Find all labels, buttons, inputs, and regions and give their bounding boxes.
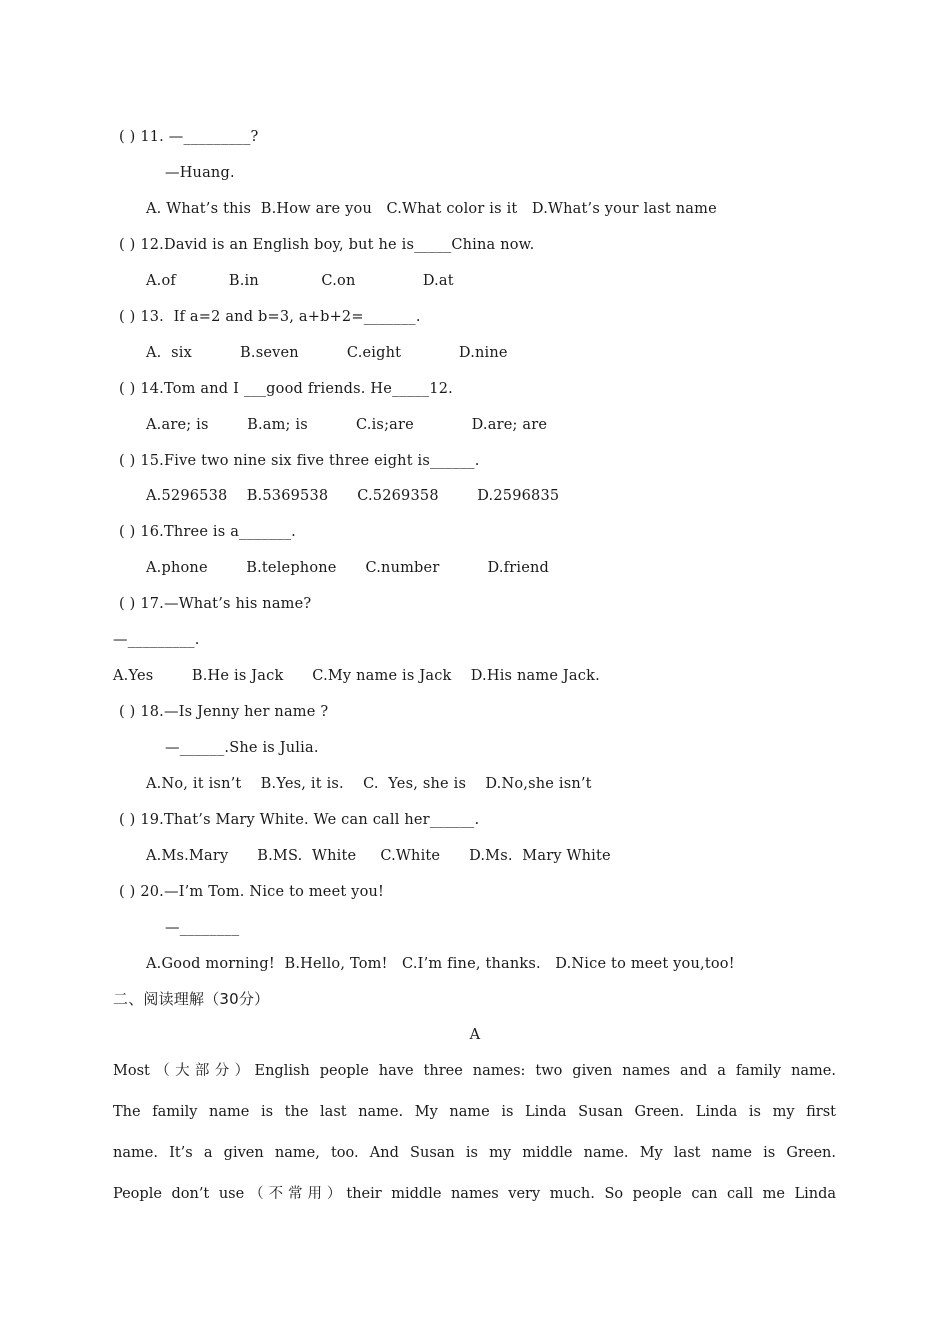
question-14: ( ) 14.Tom and I ___good friends. He_____12.: [119, 381, 453, 397]
question-18: ( ) 18.—Is Jenny her name ?: [119, 704, 329, 720]
question-11: ( ) 11. —_________?: [119, 129, 259, 145]
question-12: ( ) 12.David is an English boy, but he is_____China now.: [119, 237, 535, 253]
question-16-options: A.phone B.telephone C.number D.friend: [146, 560, 549, 576]
question-12-options: A.of B.in C.on D.at: [146, 273, 454, 289]
passage-line-3: name. It’s a given name, too. And Susan is my middle name. My last name is Green.: [113, 1145, 836, 1161]
question-17: ( ) 17.—What’s his name?: [119, 596, 312, 612]
question-17-options: A.Yes B.He is Jack C.My name is Jack D.His name Jack.: [113, 668, 600, 684]
question-15: ( ) 15.Five two nine six five three eight is______.: [119, 453, 480, 469]
question-18-answer-line: —______.She is Julia.: [165, 740, 319, 756]
passage-line-1: Most（大部分）English people have three names: two given names and a family name.: [113, 1063, 836, 1079]
question-15-options: A.5296538 B.5369538 C.5269358 D.2596835: [146, 488, 560, 504]
question-20-answer-line: —________: [165, 920, 240, 936]
passage-line-4: People don’t use（不常用）their middle names very much. So people can call me Linda: [113, 1186, 836, 1202]
question-20: ( ) 20.—I’m Tom. Nice to meet you!: [119, 884, 385, 900]
question-17-answer-line: —_________.: [113, 632, 200, 648]
question-20-options: A.Good morning! B.Hello, Tom! C.I’m fine, thanks. D.Nice to meet you,too!: [146, 956, 735, 972]
passage-line-2: The family name is the last name. My name is Linda Susan Green. Linda is my first: [113, 1104, 836, 1120]
question-18-options: A.No, it isn’t B.Yes, it is. C. Yes, she is D.No,she isn’t: [146, 776, 592, 792]
section-title: 二、阅读理解（30分）: [113, 990, 270, 1008]
question-14-options: A.are; is B.am; is C.is;are D.are; are: [146, 417, 548, 433]
question-16: ( ) 16.Three is a_______.: [119, 524, 296, 540]
question-11-answer-line: —Huang.: [165, 165, 235, 181]
question-13: ( ) 13. If a=2 and b=3, a+b+2=_______.: [119, 309, 421, 325]
question-19: ( ) 19.That’s Mary White. We can call her______.: [119, 812, 480, 828]
question-11-options: A. What’s this B.How are you C.What color is it D.What’s your last name: [146, 201, 717, 217]
passage-label: A: [469, 1027, 481, 1043]
question-19-options: A.Ms.Mary B.MS. White C.White D.Ms. Mary White: [146, 848, 611, 864]
question-13-options: A. six B.seven C.eight D.nine: [146, 345, 508, 361]
